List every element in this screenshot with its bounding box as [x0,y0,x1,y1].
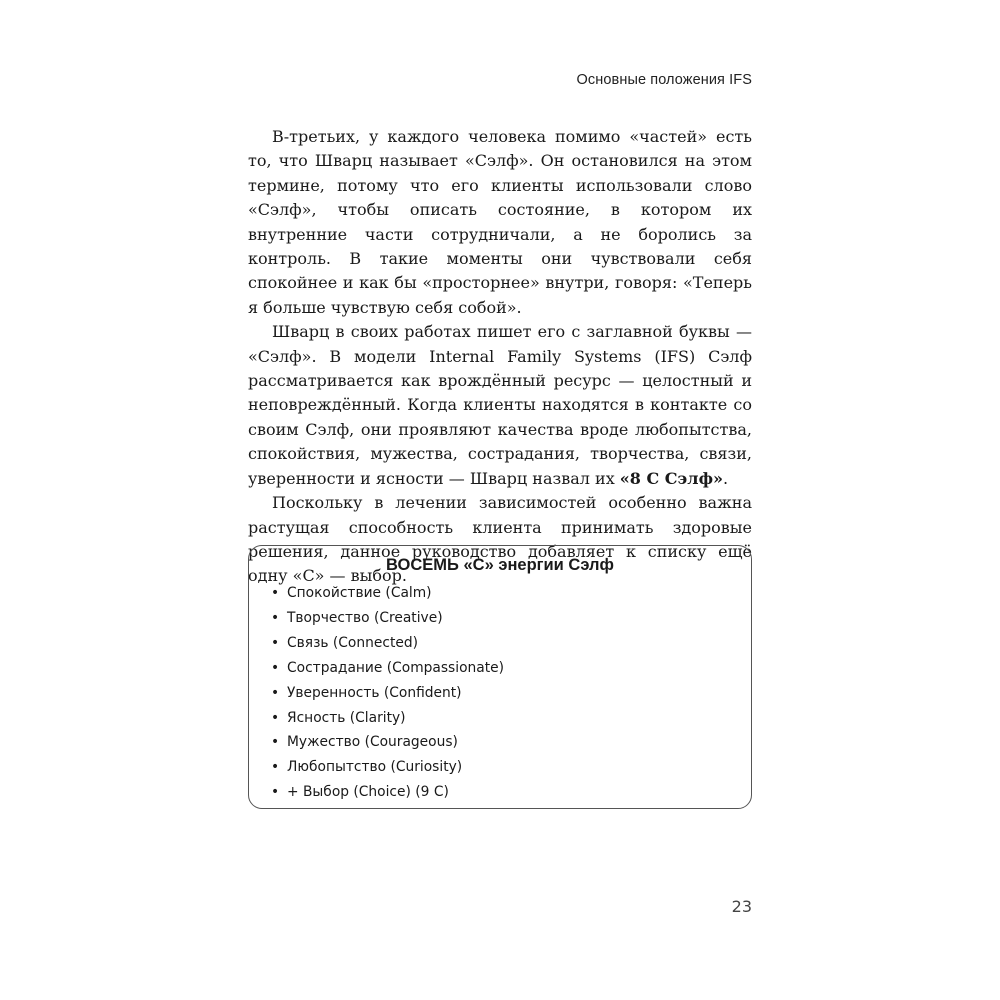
list-item-label: Сострадание (Compassionate) [287,659,505,676]
bullet-icon: • [271,684,280,701]
page-number: 23 [731,897,752,916]
bullet-icon: • [271,709,280,726]
list-item [271,706,504,731]
bullet-icon: • [271,784,280,801]
list-item [271,730,504,755]
bullet-icon: • [271,609,280,626]
bullet-icon: • [271,585,280,601]
sidebar-box [248,545,752,809]
paragraph-2-text: Шварц в своих работах пишет его с заглавной буквы — «Сэлф». В модели Internal Family Systems (IFS) Сэлф рассматривается как врождённый ресурс — целостный и неповреждённый. Когда клиенты находятся в контакте со своим Сэлф, они проявляют качества вроде любопытства, спокойствия, мужества, сострадания, творчества, связи, уверенности и ясности — Шварц назвал их [248,322,752,488]
list-item [271,755,504,780]
list-item [271,780,504,805]
list-item [271,681,504,706]
list-item-label: Ясность (Clarity) [287,709,406,726]
paragraph-1: В-третьих, у каждого человека помимо «частей» есть то, что Шварц называет «Сэлф». Он остановился на этом термине, потому что его клиенты использовали слово «Сэлф», чтобы описать состояние, в котором их внутренние части сотрудничали, а не боролись за контроль. В такие моменты они чувствовали себя спокойнее и как бы «просторнее» внутри, говоря: «Теперь я больше чувствую себя собой». [248,127,752,317]
bullet-icon: • [271,634,280,651]
list-item [271,631,504,656]
list-item-label: Уверенность (Confident) [287,684,462,701]
list-item [271,656,504,681]
bullet-icon: • [271,759,280,776]
sidebar-box-title: ВОСЕМЬ «С» энергии Сэлф [386,556,614,574]
list-item-label: Любопытство (Curiosity) [287,759,463,776]
list-item-label: Спокойствие (Calm) [287,585,432,601]
list-item-label: Связь (Connected) [287,634,418,651]
bullet-icon: • [271,734,280,751]
running-header: Основные положения IFS [576,72,752,88]
list-item [271,581,504,606]
body-text [248,125,752,589]
list-item-label: Творчество (Creative) [287,609,443,626]
paragraph-2-ending: . [723,468,729,488]
paragraph-2 [248,320,752,491]
paragraph-3: Поскольку в лечении зависимостей особенно важна растущая способность клиента принимать здоровые решения, данное руководство добавляет к списку ещё одну «С» — выбор. [248,493,752,586]
list-item-label: Мужество (Courageous) [287,734,458,751]
bullet-icon: • [271,659,280,676]
paragraph-2-bold-term: «8 С Сэлф» [619,468,723,488]
sidebar-box-list [271,581,504,805]
list-item-label: + Выбор (Choice) (9 С) [287,784,449,801]
list-item [271,606,504,631]
